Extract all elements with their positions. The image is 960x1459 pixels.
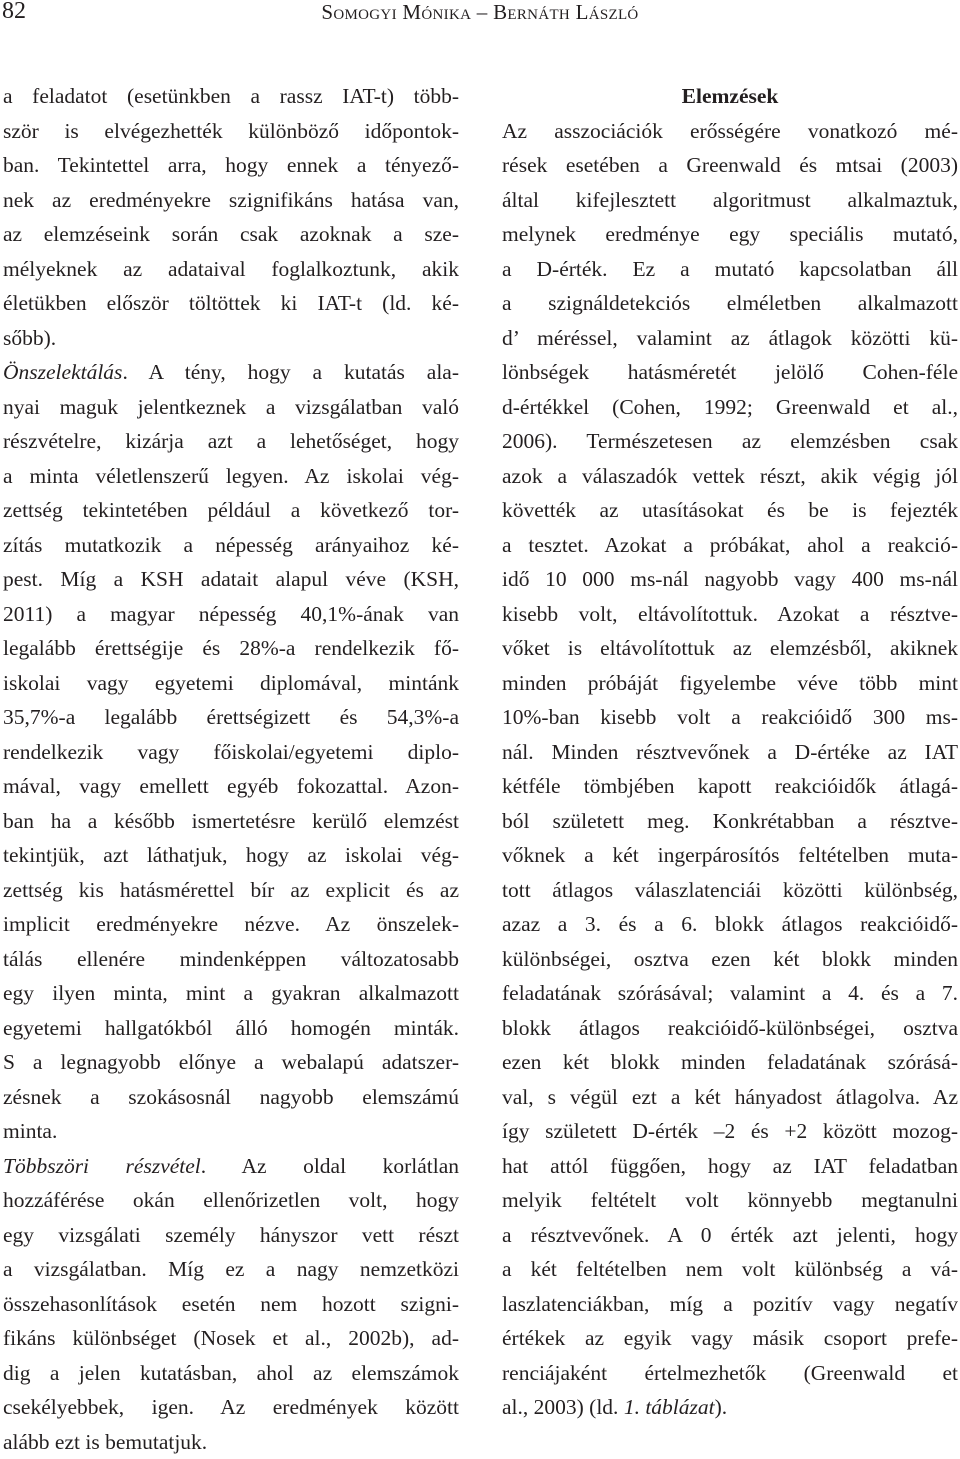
text-line	[3, 838, 459, 873]
text-run: blokk átlagos reakcióidő-különbségei, osztva	[502, 1016, 958, 1040]
text-line	[502, 1011, 958, 1046]
text-run: hozzáférése okán ellenőrizetlen volt, hogy	[3, 1188, 459, 1212]
text-run: ezen két blokk minden feladatának szórásá-	[502, 1050, 958, 1074]
text-line	[3, 1425, 459, 1459]
text-line	[502, 735, 958, 770]
text-line	[3, 769, 459, 804]
text-line	[502, 1080, 958, 1115]
text-run: zettség tekintetében például a következő tor-	[3, 498, 459, 522]
text-line	[502, 286, 958, 321]
text-run: a két feltételben nem volt különbség a vá-	[502, 1257, 958, 1281]
text-line	[502, 562, 958, 597]
text-line	[502, 252, 958, 287]
text-line	[502, 1045, 958, 1080]
text-run: . Az oldal korlátlan	[201, 1154, 459, 1178]
text-run: zésnek a szokásosnál nagyobb elemszámú	[3, 1085, 459, 1109]
text-line	[502, 700, 958, 735]
text-run: azok a válaszadók vettek részt, akik végig jól	[502, 464, 958, 488]
text-line	[502, 597, 958, 632]
text-run: életükben először töltöttek ki IAT-t (ld. ké-	[3, 291, 459, 315]
text-line	[3, 390, 459, 425]
text-line	[502, 907, 958, 942]
text-line	[502, 321, 958, 356]
text-run: 2006). Természetesen az elemzésben csak	[502, 429, 958, 453]
text-line	[3, 1252, 459, 1287]
text-run: laszlatenciákban, míg a pozitív vagy negatív	[502, 1292, 958, 1316]
text-line	[502, 493, 958, 528]
text-line	[502, 1287, 958, 1322]
text-run: a vizsgálatban. Míg ez a nagy nemzetközi	[3, 1257, 459, 1281]
text-run: dig a jelen kutatásban, ahol az elemszámok	[3, 1361, 459, 1385]
text-run: d-értékkel (Cohen, 1992; Greenwald et al.,	[502, 395, 958, 419]
text-line	[502, 1321, 958, 1356]
text-line	[3, 217, 459, 252]
text-line	[3, 976, 459, 1011]
text-line	[3, 79, 459, 114]
text-run: azaz a 3. és a 6. blokk átlagos reakcióidő-	[502, 912, 958, 936]
text-line	[3, 700, 459, 735]
text-line	[3, 1390, 459, 1425]
text-run: zítás mutatkozik a népesség arányaihoz ké-	[3, 533, 459, 557]
text-run: kisebb volt, eltávolítottuk. Azokat a résztve-	[502, 602, 958, 626]
text-line	[502, 114, 958, 149]
italic-run-in: Önszelektálás	[3, 360, 122, 384]
text-run: összehasonlítások esetén nem hozott szigni-	[3, 1292, 459, 1316]
text-run: tott átlagos válaszlatenciái közötti különbség,	[502, 878, 958, 902]
text-run: ször is elvégezhették különböző időpontok-	[3, 119, 459, 143]
text-line	[502, 1149, 958, 1184]
text-line	[3, 183, 459, 218]
text-run: kétféle tömbjében kapott reakcióidők átlagá-	[502, 774, 958, 798]
running-head-authors: Somogyi Mónika – Bernáth László	[0, 0, 960, 25]
text-run: ).	[715, 1395, 728, 1419]
text-run: mélyeknek az adataival foglalkoztunk, akik	[3, 257, 459, 281]
italic-run-in: Többszöri részvétel	[3, 1154, 201, 1178]
text-run: implicit eredményekre nézve. Az önszelek-	[3, 912, 459, 936]
text-line	[502, 355, 958, 390]
text-line	[502, 769, 958, 804]
text-run: lönbségek hatásméretét jelölő Cohen-féle	[502, 360, 958, 384]
text-run: al., 2003) (ld.	[502, 1395, 624, 1419]
text-line	[502, 183, 958, 218]
text-run: vőknek a két ingerpárosítós feltételben muta-	[502, 843, 958, 867]
text-run: melyik feltételt volt könnyebb megtanulni	[502, 1188, 958, 1212]
text-line	[502, 631, 958, 666]
text-run: különbségei, osztva ezen két blokk minden	[502, 947, 958, 971]
text-run: S a legnagyobb előnye a webalapú adatszer-	[3, 1050, 459, 1074]
text-run: zettség kis hatásmérettel bír az explicit és az	[3, 878, 459, 902]
text-line	[502, 666, 958, 701]
text-line	[3, 631, 459, 666]
running-head	[0, 0, 960, 24]
text-line	[502, 942, 958, 977]
text-line	[3, 873, 459, 908]
text-run: tekintjük, azt láthatjuk, hogy az iskolai vég-	[3, 843, 459, 867]
text-run: Az asszociációk erősségére vonatkozó mé-	[502, 119, 958, 143]
text-line	[502, 1114, 958, 1149]
text-run: csekélyebbek, igen. Az eredmények között	[3, 1395, 459, 1419]
text-run: iskolai vagy egyetemi diplomával, mintánk	[3, 671, 459, 695]
text-line	[3, 666, 459, 701]
italic-run-in: 1. táblázat	[624, 1395, 715, 1419]
text-run: val, s végül ezt a két hányadost átlagolva. Az	[502, 1085, 958, 1109]
text-line	[3, 597, 459, 632]
text-line	[502, 1218, 958, 1253]
text-run: értékek az egyik vagy másik csoport prefe-	[502, 1326, 958, 1350]
text-run: fikáns különbséget (Nosek et al., 2002b), ad-	[3, 1326, 459, 1350]
text-run: ból született meg. Konkrétabban a résztve-	[502, 809, 958, 833]
text-run: sőbb).	[3, 326, 56, 350]
text-line	[3, 1287, 459, 1322]
section-heading	[502, 79, 958, 114]
text-run: 10%-ban kisebb volt a reakcióidő 300 ms-	[502, 705, 958, 729]
text-run: egy ilyen minta, mint a gyakran alkalmazott	[3, 981, 459, 1005]
text-run: nyai maguk jelentkeznek a vizsgálatban való	[3, 395, 459, 419]
text-run: tálás ellenére mindenképpen változatosabb	[3, 947, 459, 971]
text-line	[3, 321, 459, 356]
text-run: nek az eredményekre szignifikáns hatása van,	[3, 188, 459, 212]
text-line	[3, 493, 459, 528]
text-line	[502, 148, 958, 183]
text-line	[3, 1183, 459, 1218]
text-line	[502, 1390, 958, 1425]
text-line	[502, 528, 958, 563]
text-run: renciájaként értelmezhetők (Greenwald et	[502, 1361, 958, 1385]
text-line	[3, 804, 459, 839]
text-run: az elemzéseink során csak azoknak a sze-	[3, 222, 459, 246]
text-line	[3, 148, 459, 183]
text-run: legalább érettségije és 28%-a rendelkezik fő-	[3, 636, 459, 660]
text-line	[502, 873, 958, 908]
text-run: rendelkezik vagy főiskolai/egyetemi diplo-	[3, 740, 459, 764]
text-run: által kifejlesztett algoritmust alkalmaztuk,	[502, 188, 958, 212]
text-line	[502, 459, 958, 494]
text-line	[3, 907, 459, 942]
text-run: követték az utasításokat és be is fejezték	[502, 498, 958, 522]
text-run: melynek eredménye egy speciális mutató,	[502, 222, 958, 246]
text-run: Elemzések	[682, 84, 779, 108]
text-line	[3, 459, 459, 494]
text-line	[502, 976, 958, 1011]
right-text-column	[502, 79, 958, 1425]
text-run: így született D-érték –2 és +2 között mozog-	[502, 1119, 958, 1143]
text-line	[502, 804, 958, 839]
text-run: nál. Minden résztvevőnek a D-értéke az IAT	[502, 740, 958, 764]
text-run: mával, vagy emellett egyéb fokozattal. Azon-	[3, 774, 459, 798]
text-line	[3, 1218, 459, 1253]
text-run: a résztvevőnek. A 0 érték azt jelenti, hogy	[502, 1223, 958, 1247]
text-run: alább ezt is bemutatjuk.	[3, 1430, 207, 1454]
text-line	[3, 1149, 459, 1184]
text-run: idő 10 000 ms-nál nagyobb vagy 400 ms-nál	[502, 567, 958, 591]
text-line	[3, 1011, 459, 1046]
text-line	[3, 528, 459, 563]
text-run: részvételre, kizárja azt a lehetőséget, hogy	[3, 429, 459, 453]
text-line	[3, 562, 459, 597]
text-run: . A tény, hogy a kutatás ala-	[122, 360, 459, 384]
text-line	[502, 390, 958, 425]
text-run: ban ha a később ismertetésre kerülő elemzést	[3, 809, 459, 833]
text-line	[3, 114, 459, 149]
text-line	[3, 355, 459, 390]
text-run: feladatának szórásával; valamint a 4. és a 7.	[502, 981, 958, 1005]
text-run: a szignáldetekciós elméletben alkalmazott	[502, 291, 958, 315]
page-number: 82	[2, 0, 26, 24]
text-line	[502, 217, 958, 252]
text-run: egy vizsgálati személy hányszor vett részt	[3, 1223, 459, 1247]
text-line	[502, 1183, 958, 1218]
text-run: hat attól függően, hogy az IAT feladatban	[502, 1154, 958, 1178]
text-line	[3, 1080, 459, 1115]
text-line	[3, 735, 459, 770]
text-run: a feladatot (esetünkben a rassz IAT-t) több-	[3, 84, 459, 108]
text-run: 35,7%-a legalább érettségizett és 54,3%-a	[3, 705, 459, 729]
text-run: ban. Tekintettel arra, hogy ennek a tényező-	[3, 153, 459, 177]
text-run: d’ méréssel, valamint az átlagok közötti kü-	[502, 326, 958, 350]
text-line	[3, 424, 459, 459]
text-run: rések esetében a Greenwald és mtsai (2003)	[502, 153, 958, 177]
text-line	[502, 838, 958, 873]
text-run: minta.	[3, 1119, 57, 1143]
text-line	[3, 942, 459, 977]
text-line	[3, 286, 459, 321]
text-run: pest. Míg a KSH adatait alapul véve (KSH,	[3, 567, 459, 591]
text-run: egyetemi hallgatókból álló homogén minták.	[3, 1016, 459, 1040]
text-line	[502, 1356, 958, 1391]
text-run: a D-érték. Ez a mutató kapcsolatban áll	[502, 257, 958, 281]
text-run: 2011) a magyar népesség 40,1%-ának van	[3, 602, 459, 626]
text-run: a tesztet. Azokat a próbákat, ahol a reakció-	[502, 533, 958, 557]
text-run: minden próbáját figyelembe véve több mint	[502, 671, 958, 695]
text-line	[3, 1356, 459, 1391]
text-run: vőket is eltávolítottuk az elemzésből, akiknek	[502, 636, 958, 660]
text-line	[3, 1045, 459, 1080]
text-line	[3, 252, 459, 287]
text-line	[3, 1114, 459, 1149]
text-line	[502, 1252, 958, 1287]
text-line	[502, 424, 958, 459]
text-run: a minta véletlenszerű legyen. Az iskolai vég-	[3, 464, 459, 488]
text-line	[3, 1321, 459, 1356]
left-text-column	[3, 79, 459, 1459]
